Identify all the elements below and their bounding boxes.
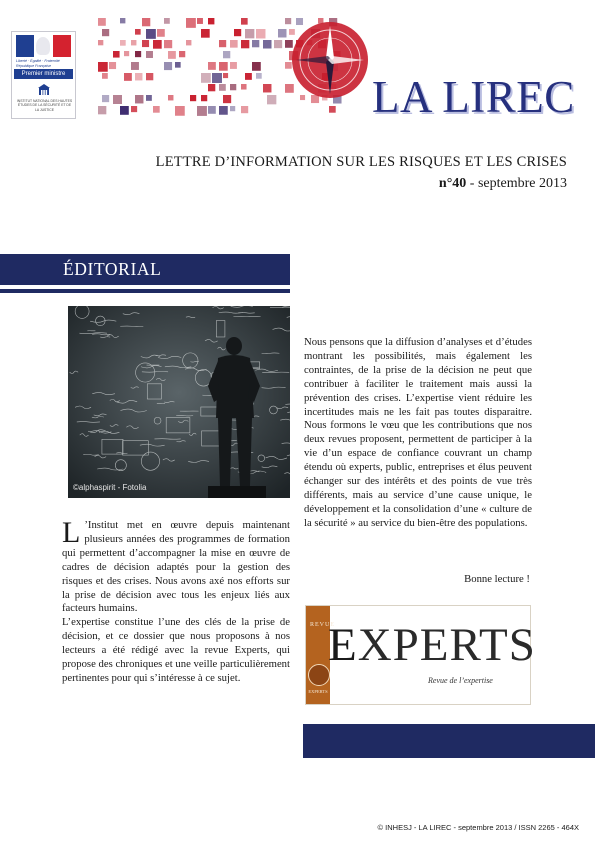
banner-pixel xyxy=(219,84,226,91)
banner-pixel xyxy=(219,106,228,115)
bottom-decorative-bar xyxy=(303,724,595,758)
banner-pixel xyxy=(256,73,262,79)
banner-pixel xyxy=(175,62,181,68)
issue-info xyxy=(439,176,567,192)
newsletter-subtitle: LETTRE D’INFORMATION SUR LES RISQUES ET LES CRISES xyxy=(155,154,567,170)
banner-pixel xyxy=(135,95,143,103)
editorial-left-column xyxy=(62,516,290,686)
banner-pixel xyxy=(241,18,248,25)
banner-pixel xyxy=(263,40,272,49)
banner-pixel xyxy=(98,106,106,114)
banner-pixel xyxy=(285,62,292,69)
banner-pixel xyxy=(285,84,294,93)
banner-pixel xyxy=(124,73,132,81)
banner-pixel xyxy=(201,73,211,83)
banner-pixel xyxy=(102,95,109,102)
banner-pixel xyxy=(208,18,214,24)
banner-pixel xyxy=(223,73,228,78)
banner-pixel xyxy=(241,84,247,90)
banner-pixel xyxy=(245,73,252,80)
experts-revue-label: REVUE xyxy=(310,622,335,628)
banner-pixel xyxy=(109,62,116,69)
editorial-paragraph: L’expertise constitue l’une des clés de la prise de décision, et ce dossier que nous proposons à nos lecteurs a été rédigé avec la revue Experts, qui propose des chroniques et une veille particulièrement pertinentes pour qui s’intéresse à ce sujet. xyxy=(62,616,290,684)
banner-pixel xyxy=(186,40,191,45)
banner-pixel xyxy=(146,73,153,80)
section-title: ÉDITORIAL xyxy=(63,259,162,279)
banner-pixel xyxy=(186,18,196,28)
editorial-right-column xyxy=(304,336,532,531)
banner-pixel xyxy=(285,40,293,48)
banner-pixel xyxy=(98,40,103,45)
issue-number: n°40 xyxy=(438,176,467,191)
banner-pixel xyxy=(131,62,139,70)
banner-pixel xyxy=(175,106,185,116)
government-logo xyxy=(11,31,76,119)
banner-pixel xyxy=(146,51,153,58)
banner-pixel xyxy=(197,106,207,116)
banner-pixel xyxy=(113,51,120,58)
banner-pixel xyxy=(135,51,141,57)
banner-pixel xyxy=(318,18,323,23)
banner-pixel xyxy=(120,106,129,115)
experts-emblem-icon xyxy=(308,664,330,686)
footer-copyright: © INHESJ - LA LIREC - septembre 2013 / ISSN 2265 - 464X xyxy=(377,823,579,832)
banner-pixel xyxy=(300,95,305,100)
banner-pixel xyxy=(135,73,142,80)
banner-pixel xyxy=(179,51,185,57)
banner-pixel xyxy=(98,18,106,26)
ministry-label: Premier ministre xyxy=(14,69,73,79)
section-header-bar xyxy=(0,254,290,289)
banner-pixel xyxy=(146,95,152,101)
banner-pixel xyxy=(142,40,149,47)
banner-pixel xyxy=(120,40,126,46)
banner-pixel xyxy=(241,40,249,48)
banner-pixel xyxy=(329,106,336,113)
banner-pixel xyxy=(267,95,276,104)
banner-pixel xyxy=(256,29,265,38)
marianne-flag-icon xyxy=(16,35,71,57)
banner-pixel xyxy=(131,106,137,112)
banner-pixel xyxy=(296,18,303,25)
dropcap-letter: L xyxy=(62,516,81,549)
banner-pixel xyxy=(230,84,236,90)
banner-pixel xyxy=(201,95,207,101)
banner-pixel xyxy=(102,29,109,36)
banner-pixel xyxy=(285,18,291,24)
experts-title: EXPERTS xyxy=(328,619,536,671)
republic-motto: Liberté · Égalité · Fraternité xyxy=(16,59,60,63)
banner-pixel xyxy=(289,29,295,35)
banner-pixel xyxy=(146,29,156,39)
banner-pixel xyxy=(208,106,216,114)
banner-pixel xyxy=(102,73,108,79)
banner-pixel xyxy=(219,62,228,71)
banner-pixel xyxy=(278,29,286,37)
banner-pixel xyxy=(274,40,282,48)
banner-pixel xyxy=(135,29,141,35)
banner-pixel xyxy=(230,62,237,69)
banner-pixel xyxy=(120,18,125,23)
experts-side-band xyxy=(306,606,335,704)
banner-pixel xyxy=(263,84,271,92)
editorial-photo xyxy=(68,306,290,498)
compass-icon xyxy=(292,22,368,98)
banner-pixel xyxy=(234,29,241,36)
banner-pixel xyxy=(201,29,210,38)
banner-pixel xyxy=(168,95,173,100)
issue-date: - septembre 2013 xyxy=(469,176,567,191)
editorial-paragraph: L ’Institut met en œuvre depuis maintenant plusieurs années des programmes de formation qui permettent d’accompagner la mise en œuvre de cadres de décision adaptés pour la gestion des risques et des crises. Nous avons axé nos efforts sur la prise de décision avec tous les enjeux liés aux facteurs humains. xyxy=(62,516,290,615)
institute-name: INSTITUT NATIONAL DES HAUTES ÉTUDES DE LA SÉCURITÉ ET DE LA JUSTICE xyxy=(16,99,73,112)
banner-pixel xyxy=(98,62,108,72)
banner-pixel xyxy=(230,40,238,48)
banner-pixel xyxy=(197,18,203,24)
banner-pixel xyxy=(157,29,165,37)
banner-pixel xyxy=(230,106,235,111)
banner-pixel xyxy=(124,51,129,56)
banner-pixel xyxy=(142,18,150,26)
banner-pixel xyxy=(164,18,170,24)
experts-tagline: Revue de l’expertise xyxy=(428,676,493,685)
banner-pixel xyxy=(245,29,254,38)
banner-pixel xyxy=(252,62,261,71)
banner-pixel xyxy=(164,62,172,70)
banner-pixel xyxy=(212,73,222,83)
closing-line: Bonne lecture ! xyxy=(464,573,530,585)
experts-magazine-cover xyxy=(305,605,536,705)
experts-emblem-label: EXPERTS xyxy=(308,689,328,694)
banner-pixel xyxy=(131,40,136,45)
editorial-paragraph: Nous pensons que la diffusion d’analyses et d’études montrant les possibilités, mais également les contraintes, de la prise de la décision ne peut que contribuer à faciliter le traitement mais aussi la prévention des crises. L’expertise vient réduire les incertitudes mais ne les fait pas toutes disparaitre. Nous formons le vœu que les contributions que nos deux revues proposent, permettent de participer à la vie d’un espace de confiance couvrant un champ étendu où experts, public, entreprises et élus peuvent échanger sur des intérêts et des points de vue très différents, mais au service d’une cause unique, le développement et la consolidation d’une « culture de la sécurité » au service du bien-être des populations. xyxy=(304,336,532,529)
man-at-chalkboard-image xyxy=(68,306,290,498)
banner-pixel xyxy=(208,62,216,70)
banner-pixel xyxy=(190,95,196,101)
banner-pixel xyxy=(168,51,176,59)
banner-pixel xyxy=(208,84,215,91)
banner-pixel xyxy=(153,106,160,113)
photo-credit: ©alphaspirit - Fotolia xyxy=(73,483,147,492)
banner-pixel xyxy=(113,95,122,104)
banner-pixel xyxy=(223,51,230,58)
banner-pixel xyxy=(164,40,172,48)
republic-name: République Française xyxy=(16,63,51,68)
banner-pixel xyxy=(311,95,319,103)
banner-pixel xyxy=(241,106,248,113)
building-icon xyxy=(38,84,50,96)
banner-pixel xyxy=(223,95,231,103)
banner-pixel xyxy=(252,40,259,47)
banner-pixel xyxy=(219,40,226,47)
banner-pixel xyxy=(153,40,162,49)
brand-title: LA LIREC xyxy=(372,72,575,122)
